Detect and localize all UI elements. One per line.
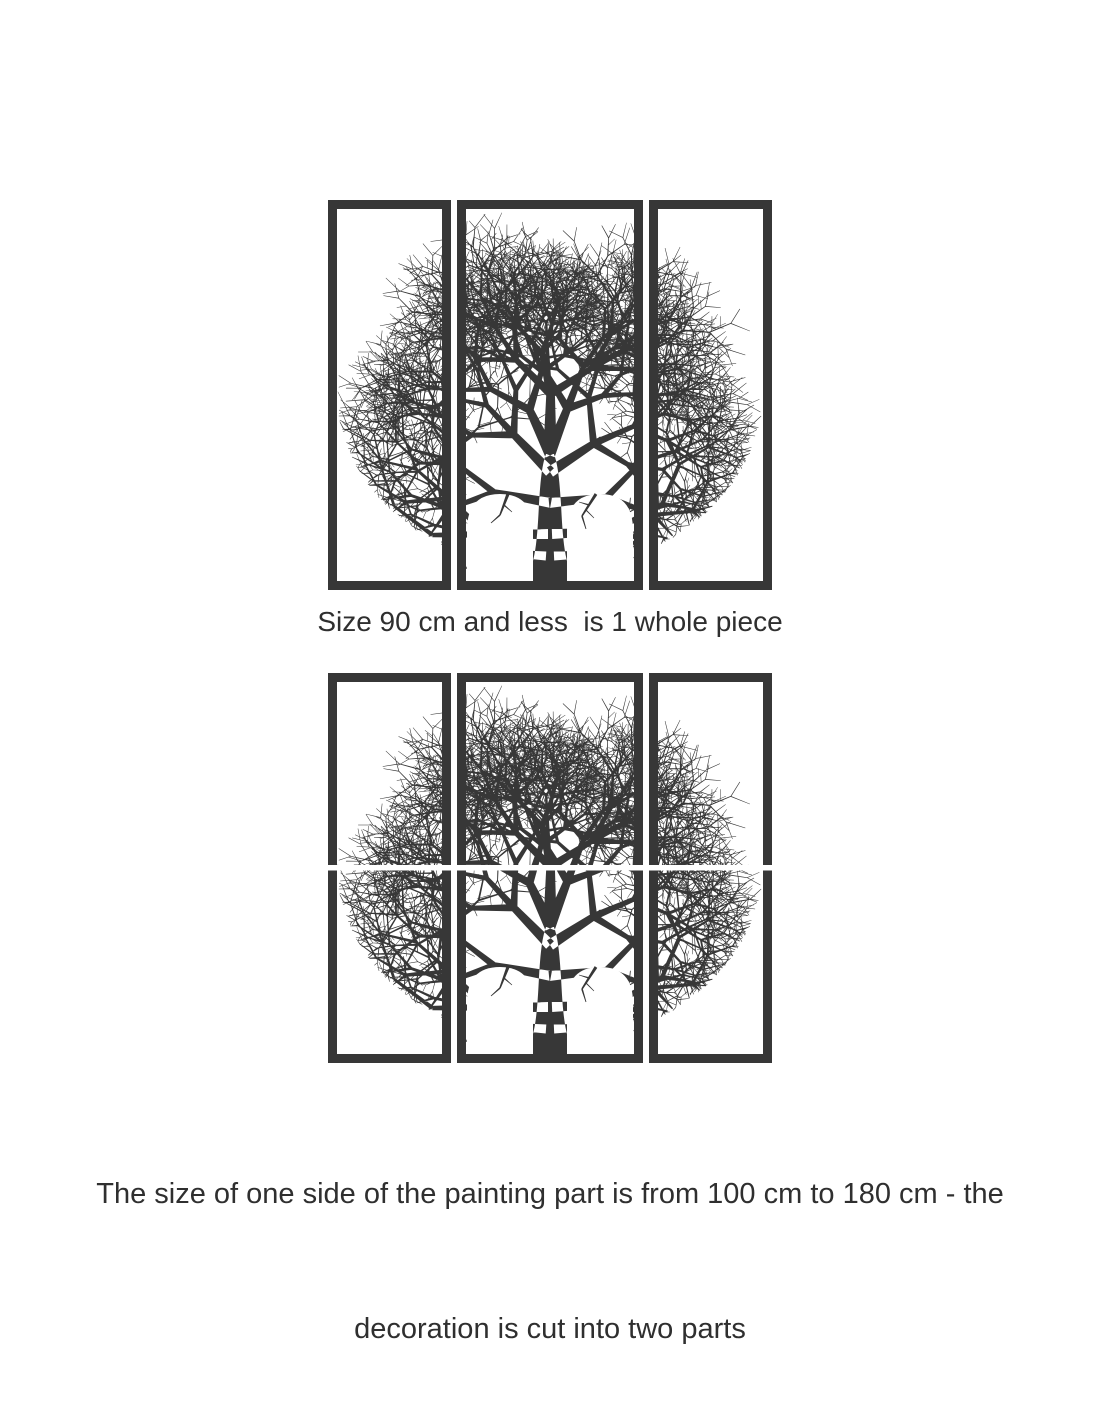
trunk-arch-right <box>567 967 633 1055</box>
caption-cut-line-2: decoration is cut into two parts <box>354 1312 746 1345</box>
artwork-one-svg <box>328 200 772 590</box>
caption-cut-into-two-parts <box>0 1082 1100 1422</box>
caption-whole-piece: Size 90 cm and less is 1 whole piece <box>317 606 783 637</box>
trunk-arch-left <box>467 494 533 582</box>
trunk-arch-left <box>467 967 533 1055</box>
trunk-arch-right <box>567 494 633 582</box>
panel-gap-right <box>643 200 650 590</box>
caption-cut-line-1: The size of one side of the painting part is from 100 cm to 180 cm - the <box>96 1177 1004 1210</box>
artwork-one <box>328 200 772 590</box>
tree-of-life-silhouette <box>338 213 762 582</box>
artwork-two <box>328 673 772 1063</box>
horizontal-cut-line <box>328 865 772 871</box>
artwork-two-svg <box>328 673 772 1063</box>
panel-gap-left <box>451 200 458 590</box>
